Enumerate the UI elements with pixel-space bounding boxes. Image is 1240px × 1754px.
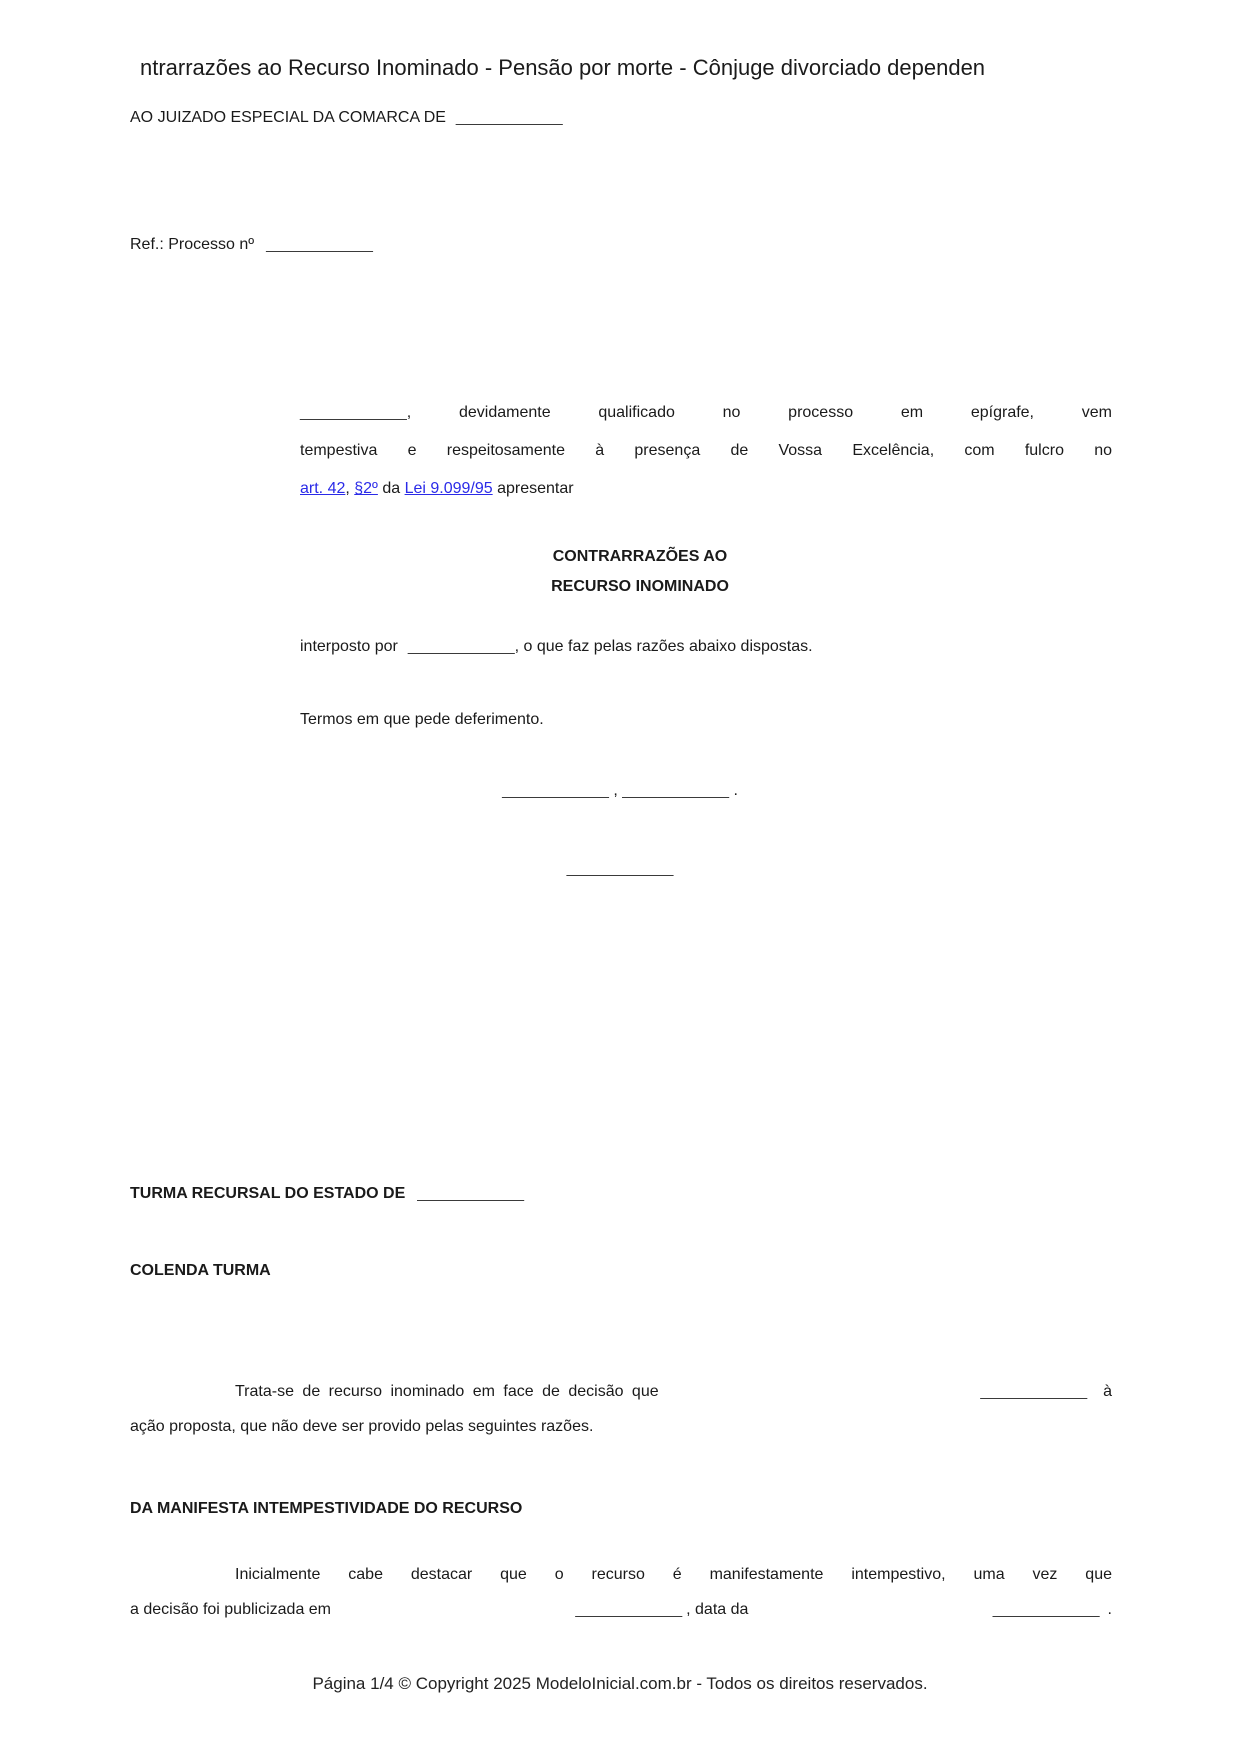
intro-line-3-tail: apresentar xyxy=(492,480,574,497)
process-number-blank: ____________ xyxy=(266,236,373,253)
doc-heading-line1: CONTRARRAZÕES AO xyxy=(552,548,728,565)
interposto-pre: interposto por xyxy=(300,638,398,655)
process-ref-label: Ref.: Processo nº xyxy=(130,236,255,253)
intro-sep-1: , xyxy=(345,480,355,497)
colenda-heading: COLENDA TURMA xyxy=(130,1262,271,1279)
court-addressee-label: AO JUIZADO ESPECIAL DA COMARCA DE xyxy=(130,109,446,126)
recorrente-blank: ____________ xyxy=(407,638,515,655)
inicialmente-line2-mid: , data da xyxy=(686,1601,749,1618)
page-footer: Página 1/4 © Copyright 2025 ModeloInicial.com.br - Todos os direitos reservados. xyxy=(312,1674,928,1693)
turma-heading xyxy=(130,1184,524,1204)
court-addressee-line xyxy=(130,108,563,128)
doc-heading-line2: RECURSO INOMINADO xyxy=(551,578,729,595)
place-date-comma: , xyxy=(608,782,623,799)
signature-blank: ____________ xyxy=(566,860,674,877)
process-ref-line xyxy=(130,235,373,255)
intro-line-2: tempestiva e respeitosamente à presença de Vossa Excelência, com fulcro no xyxy=(300,442,1112,459)
termos-line: Termos em que pede deferimento. xyxy=(300,711,544,728)
date-blank: ____________ xyxy=(622,782,729,799)
place-date-period: . xyxy=(729,782,738,799)
inicialmente-line2-end-group xyxy=(993,1600,1112,1620)
intro-line-1-text: , devidamente qualificado no processo em epígrafe, vem xyxy=(406,404,1112,421)
intro-line-3 xyxy=(300,470,1112,508)
recurso-date-blank: ____________ xyxy=(992,1601,1100,1618)
party-name-blank: ____________ xyxy=(300,404,407,421)
intro-line-1 xyxy=(300,394,1112,432)
place-date-line xyxy=(0,781,1240,801)
trata-paragraph-line2: ação proposta, que não deve ser provido pelas seguintes razões. xyxy=(130,1418,594,1435)
link-lei-9099[interactable]: Lei 9.099/95 xyxy=(404,480,493,497)
comarca-blank: ____________ xyxy=(455,109,563,126)
decisao-blank: ____________ xyxy=(980,1383,1088,1400)
trata-line1-text: Trata-se de recurso inominado em face de decisão que xyxy=(235,1383,659,1400)
document-title: ntrarrazões ao Recurso Inominado - Pensão por morte - Cônjuge divorciado dependen xyxy=(140,55,986,80)
intempestividade-heading: DA MANIFESTA INTEMPESTIVIDADE DO RECURSO xyxy=(130,1500,523,1517)
inicialmente-line2-pre: a decisão foi publicizada em xyxy=(130,1601,332,1618)
trata-line1-tail: à xyxy=(1103,1383,1112,1400)
inicialmente-line2-mid-group xyxy=(575,1600,748,1620)
link-art-42[interactable]: art. 42 xyxy=(300,480,346,497)
interposto-line xyxy=(300,637,813,657)
doc-heading xyxy=(130,542,1150,602)
turma-heading-label: TURMA RECURSAL DO ESTADO DE xyxy=(130,1185,406,1202)
intro-paragraph xyxy=(300,394,1112,508)
trata-paragraph-line1 xyxy=(130,1382,1112,1402)
link-paragraph-2[interactable]: §2º xyxy=(354,480,378,497)
trata-line1-right xyxy=(980,1382,1112,1402)
place-blank: ____________ xyxy=(502,782,609,799)
inicialmente-line2-end: . xyxy=(1107,1601,1112,1618)
estado-blank: ____________ xyxy=(417,1185,525,1202)
inicialmente-line1: Inicialmente cabe destacar que o recurso é manifestamente intempestivo, uma vez que xyxy=(235,1566,1112,1583)
signature-line xyxy=(0,859,1240,879)
inicialmente-line2 xyxy=(130,1600,1112,1620)
intro-sep-2: da xyxy=(377,480,405,497)
interposto-post: , o que faz pelas razões abaixo dispostas. xyxy=(514,638,813,655)
publicacao-date-blank: ____________ xyxy=(575,1601,683,1618)
